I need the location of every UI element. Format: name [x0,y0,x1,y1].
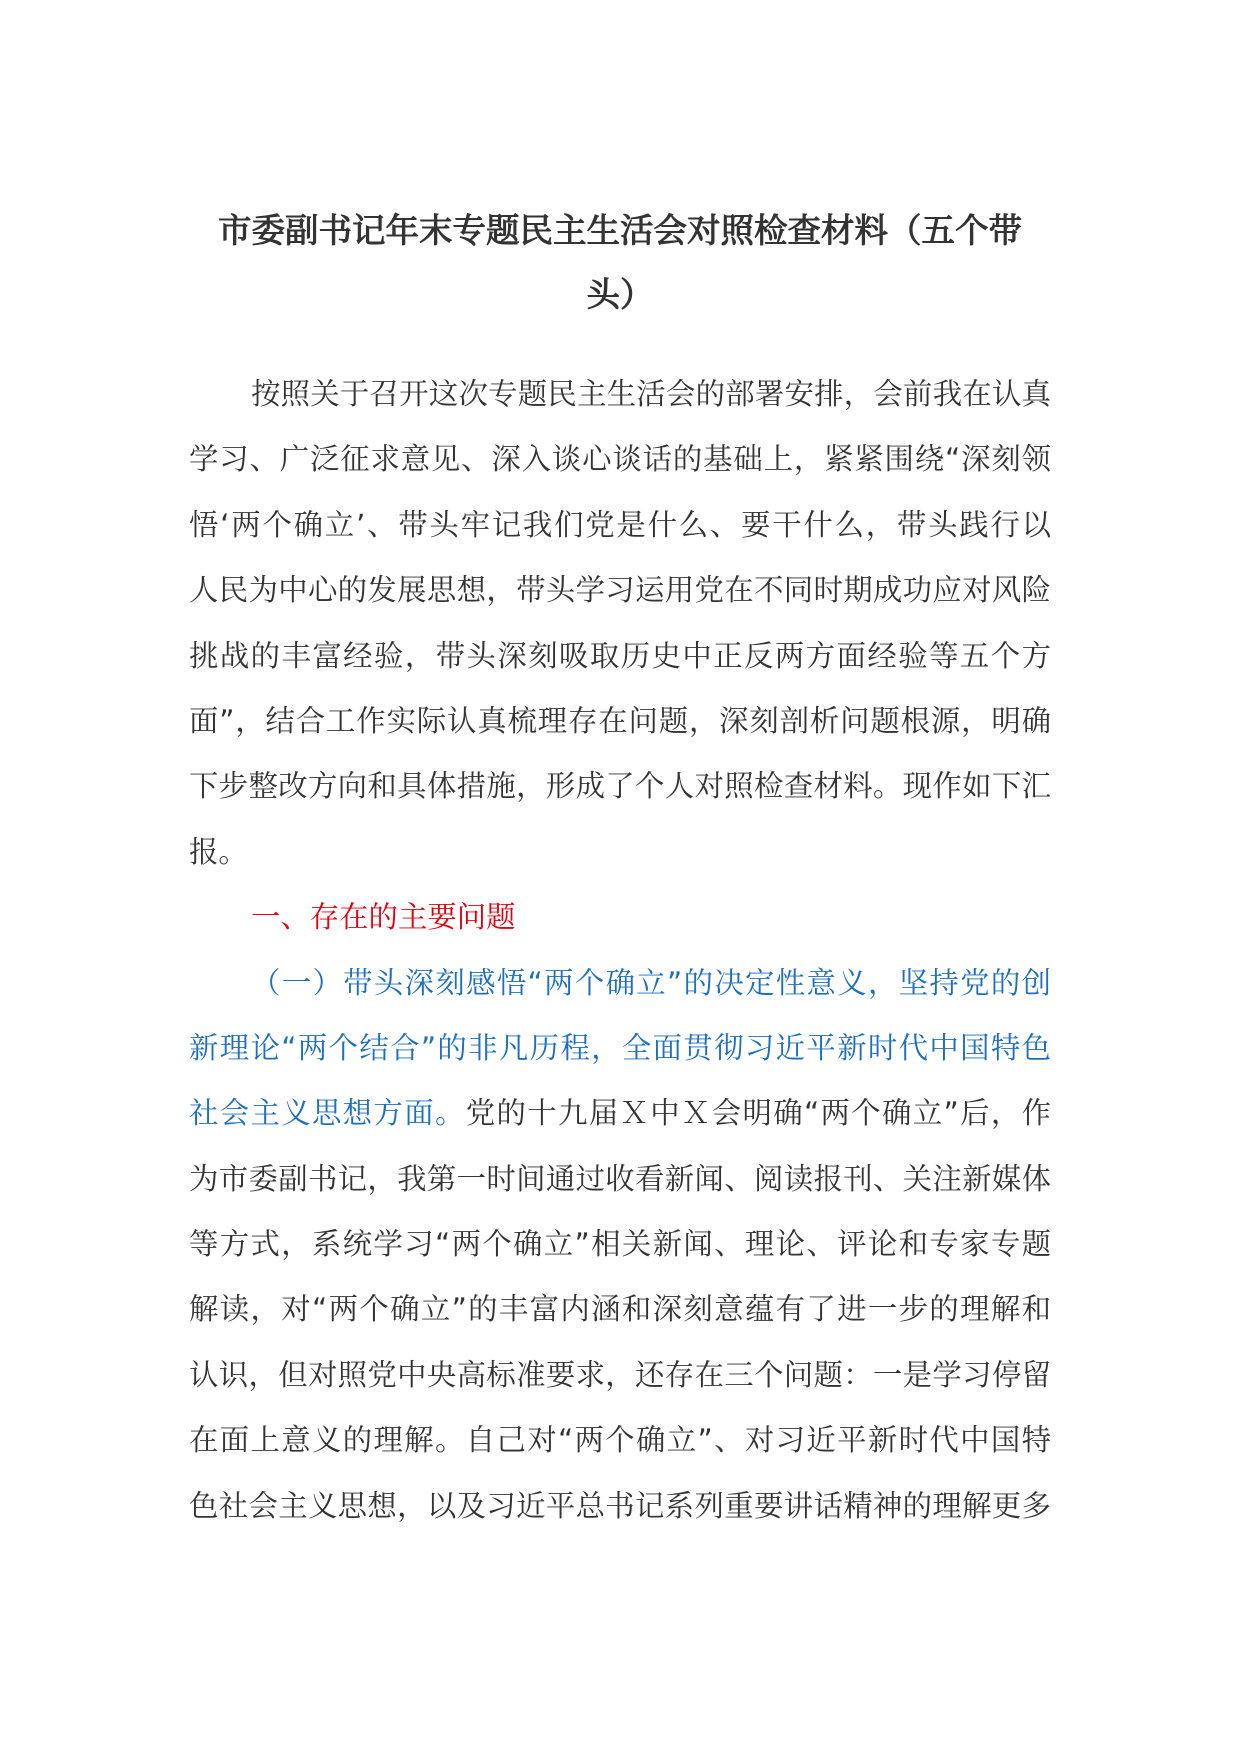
item-paragraph [189,951,1051,1540]
intro-line: 报。 [189,834,248,869]
intro-line: 学习、广泛征求意见、深入谈心谈话的基础上，紧紧围绕“深刻领 [189,442,1051,477]
subheading-line-end: 社会主义思想方面。 [189,1096,466,1131]
intro-line: 下步整改方向和具体措施，形成了个人对照检查材料。现作如下汇 [189,769,1051,804]
body-line: 色社会主义思想，以及习近平总书记系列重要讲话精神的理解更多 [189,1488,1051,1523]
intro-line: 面”，结合工作实际认真梳理存在问题，深刻剖析问题根源，明确 [189,703,1051,738]
document-title [189,199,1051,327]
title-line: 头） [586,275,654,314]
intro-line: 按照关于召开这次专题民主生活会的部署安排，会前我在认真 [251,377,1051,411]
intro-line: 人民为中心的发展思想，带头学习运用党在不同时期成功应对风险 [189,573,1051,608]
body-line: 等方式，系统学习“两个确立”相关新闻、理论、评论和专家专题 [189,1227,1051,1262]
document-body [189,362,1051,1539]
mixed-line [189,1081,1051,1146]
intro-paragraph [189,362,1051,885]
body-line: 在面上意义的理解。自己对“两个确立”、对习近平新时代中国特 [189,1423,1051,1458]
title-line: 市委副书记年末专题民主生活会对照检查材料（五个带 [218,211,1022,250]
body-line: 认识，但对照党中央高标准要求，还存在三个问题：一是学习停留 [189,1357,1051,1392]
body-line-start: 党的十九届Ｘ中Ｘ会明确“两个确立”后，作 [465,1096,1052,1131]
body-line: 为市委副书记，我第一时间通过收看新闻、阅读报刊、关注新媒体 [189,1161,1051,1196]
intro-line: 挑战的丰富经验，带头深刻吸取历史中正反两方面经验等五个方 [189,638,1051,673]
subheading-line: （一）带头深刻感悟“两个确立”的决定性意义，坚持党的创 [251,965,1051,1000]
intro-line: 悟‘两个确立’、带头牢记我们党是什么、要干什么，带头践行以 [189,507,1051,542]
subheading-line: 新理论“两个结合”的非凡历程，全面贯彻习近平新时代中国特色 [189,1030,1051,1065]
section-heading: 一、存在的主要问题 [251,900,516,935]
body-line: 解读，对“两个确立”的丰富内涵和深刻意蕴有了进一步的理解和 [189,1292,1051,1327]
